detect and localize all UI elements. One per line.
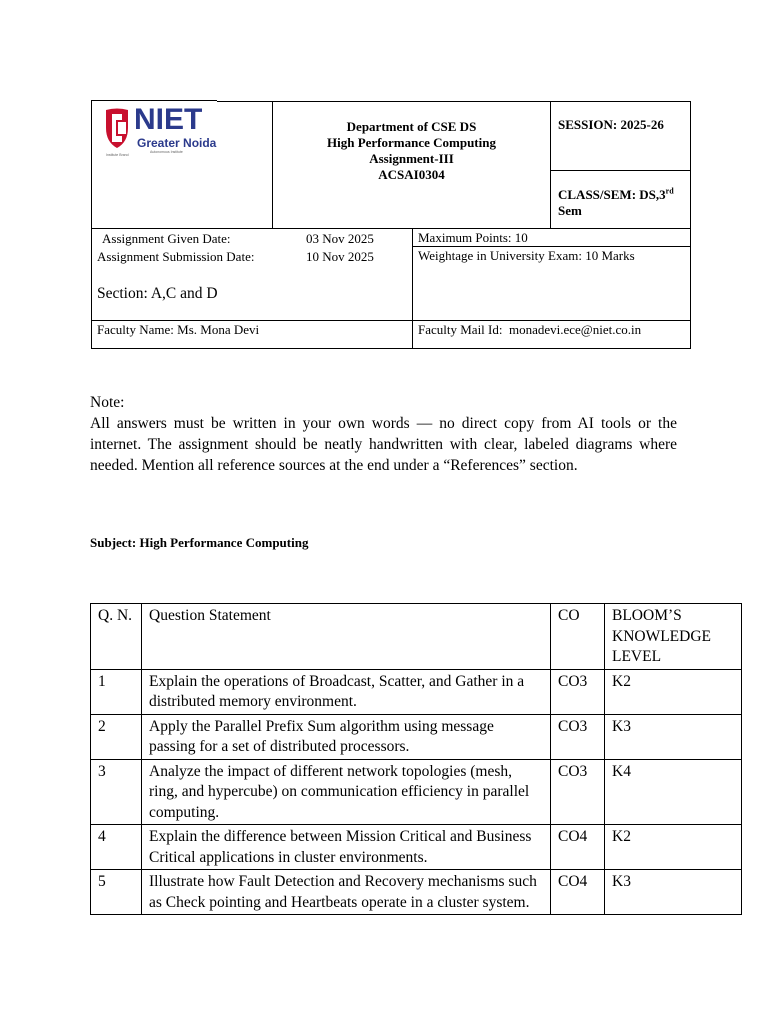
section-text: Section: A,C and D (97, 285, 218, 302)
row-co: CO4 (551, 825, 605, 870)
row-level: K2 (605, 669, 742, 714)
logo-tagline-right: Autonomous Institute (150, 150, 183, 154)
department-block (273, 119, 550, 183)
row-qn: 3 (91, 759, 142, 825)
table-row (91, 714, 742, 759)
row-level: K3 (605, 714, 742, 759)
table-row (91, 669, 742, 714)
course-name: High Performance Computing (327, 135, 496, 150)
row-qn: 1 (91, 669, 142, 714)
logo-tagline-left: Institute Brand (106, 153, 129, 157)
row-statement: Analyze the impact of different network topologies (mesh, ring, and hypercube) on communication efficiency in parallel computing. (142, 759, 551, 825)
row-co: CO3 (551, 669, 605, 714)
note-body: All answers must be written in your own words — no direct copy from AI tools or the internet. The assignment should be neatly handwritten with clear, labeled diagrams where needed. Mention all reference sources at the end under a “References” section. (90, 415, 677, 474)
department-name: Department of CSE DS (346, 119, 477, 134)
logo-campus: Greater Noida (137, 136, 217, 150)
table-header-row (91, 604, 742, 670)
header-question-statement: Question Statement (142, 604, 551, 670)
subject-label: Subject: (90, 535, 137, 550)
row-qn: 5 (91, 870, 142, 915)
question-table (90, 603, 742, 915)
row-co: CO3 (551, 714, 605, 759)
row-statement: Explain the difference between Mission Critical and Business Critical applications in cluster environments. (142, 825, 551, 870)
table-row (91, 759, 742, 825)
table-row (91, 870, 742, 915)
given-date-value: 03 Nov 2025 (306, 231, 374, 246)
subject-value: High Performance Computing (139, 535, 309, 550)
faculty-name: Faculty Name: Ms. Mona Devi (97, 322, 260, 337)
header-bloom-level: BLOOM’S KNOWLEDGE LEVEL (605, 604, 742, 670)
course-code: ACSAI0304 (378, 167, 445, 182)
submission-date-label: Assignment Submission Date: (97, 249, 255, 264)
session-label: SESSION: 2025-26 (558, 117, 664, 132)
header-co: CO (551, 604, 605, 670)
faculty-mail: Faculty Mail Id: monadevi.ece@niet.co.in (418, 322, 642, 337)
subject-line (90, 535, 308, 551)
row-qn: 2 (91, 714, 142, 759)
row-level: K4 (605, 759, 742, 825)
row-level: K3 (605, 870, 742, 915)
header-qn: Q. N. (91, 604, 142, 670)
class-sem-sup: rd (665, 186, 674, 196)
row-statement: Illustrate how Fault Detection and Recovery mechanisms such as Check pointing and Heartbeats operate in a cluster system. (142, 870, 551, 915)
row-statement: Explain the operations of Broadcast, Scatter, and Gather in a distributed memory environment. (142, 669, 551, 714)
class-sem-text: CLASS/SEM: DS,3 (558, 187, 666, 202)
table-row (91, 825, 742, 870)
note-heading: Note: (90, 394, 125, 411)
row-statement: Apply the Parallel Prefix Sum algorithm using message passing for a set of distributed processors. (142, 714, 551, 759)
class-sem-suffix: Sem (558, 203, 582, 218)
submission-date-value: 10 Nov 2025 (306, 249, 374, 264)
niet-emblem-icon (104, 108, 130, 150)
row-qn: 4 (91, 825, 142, 870)
given-date-label: Assignment Given Date: (102, 231, 231, 246)
maximum-points: Maximum Points: 10 (418, 230, 528, 245)
row-co: CO4 (551, 870, 605, 915)
assignment-number: Assignment-III (369, 151, 454, 166)
row-level: K2 (605, 825, 742, 870)
row-co: CO3 (551, 759, 605, 825)
logo-wordmark: NIET (134, 103, 203, 136)
weightage: Weightage in University Exam: 10 Marks (418, 248, 635, 263)
class-sem (558, 187, 688, 219)
